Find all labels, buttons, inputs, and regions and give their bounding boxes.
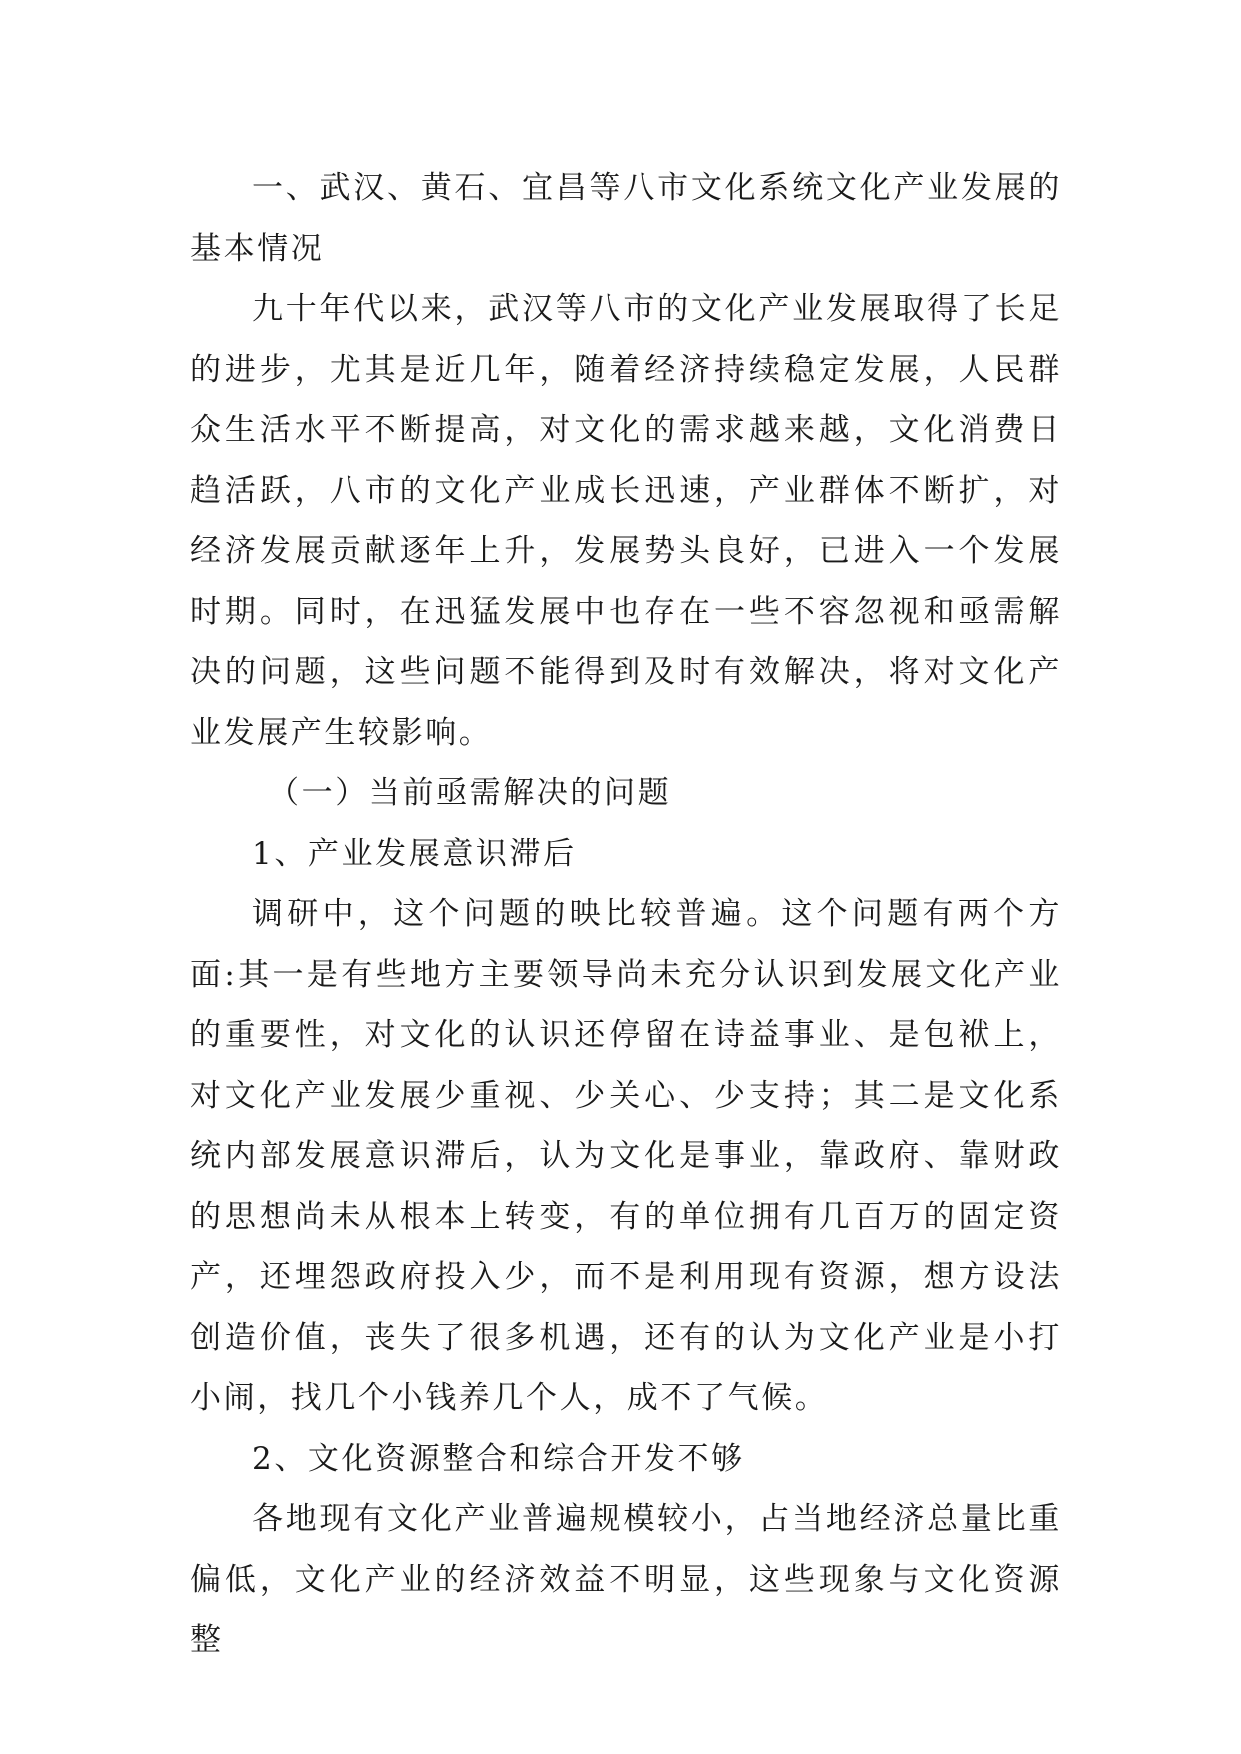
item-heading: 2、文化资源整合和综合开发不够 [252, 1440, 745, 1477]
body-paragraph: 各地现有文化产业普遍规模较小，占当地经济总量比重偏低，文化产业的经济效益不明显，这些现象与文化资源整 [190, 1501, 1062, 1658]
section-heading: 一、武汉、黄石、宜昌等八市文化系统文化产业发展的基本情况 [190, 170, 1062, 267]
document-body [190, 158, 1062, 1671]
item-heading: 1、产业发展意识滞后 [252, 835, 577, 872]
body-paragraph: 九十年代以来，武汉等八市的文化产业发展取得了长足的进步，尤其是近几年，随着经济持续稳定发展，人民群众生活水平不断提高，对文化的需求越来越，文化消费日趋活跃，八市的文化产业成长迅速，产业群体不断扩，对经济发展贡献逐年上升，发展势头良好，已进入一个发展时期。同时，在迅猛发展中也存在一些不容忽视和亟需解决的问题，这些问题不能得到及时有效解决，将对文化产业发展产生较影响。 [190, 291, 1062, 751]
subsection-heading: （一）当前亟需解决的问题 [268, 775, 672, 811]
body-paragraph: 调研中，这个问题的映比较普遍。这个问题有两个方面:其一是有些地方主要领导尚未充分认识到发展文化产业的重要性，对文化的认识还停留在诗益事业、是包袱上，对文化产业发展少重视、少关心、少支持；其二是文化系统内部发展意识滞后，认为文化是事业，靠政府、靠财政的思想尚未从根本上转变，有的单位拥有几百万的固定资产，还埋怨政府投入少，而不是利用现有资源，想方设法创造价值，丧失了很多机遇，还有的认为文化产业是小打小闹，找几个小钱养几个人，成不了气候。 [190, 896, 1062, 1416]
